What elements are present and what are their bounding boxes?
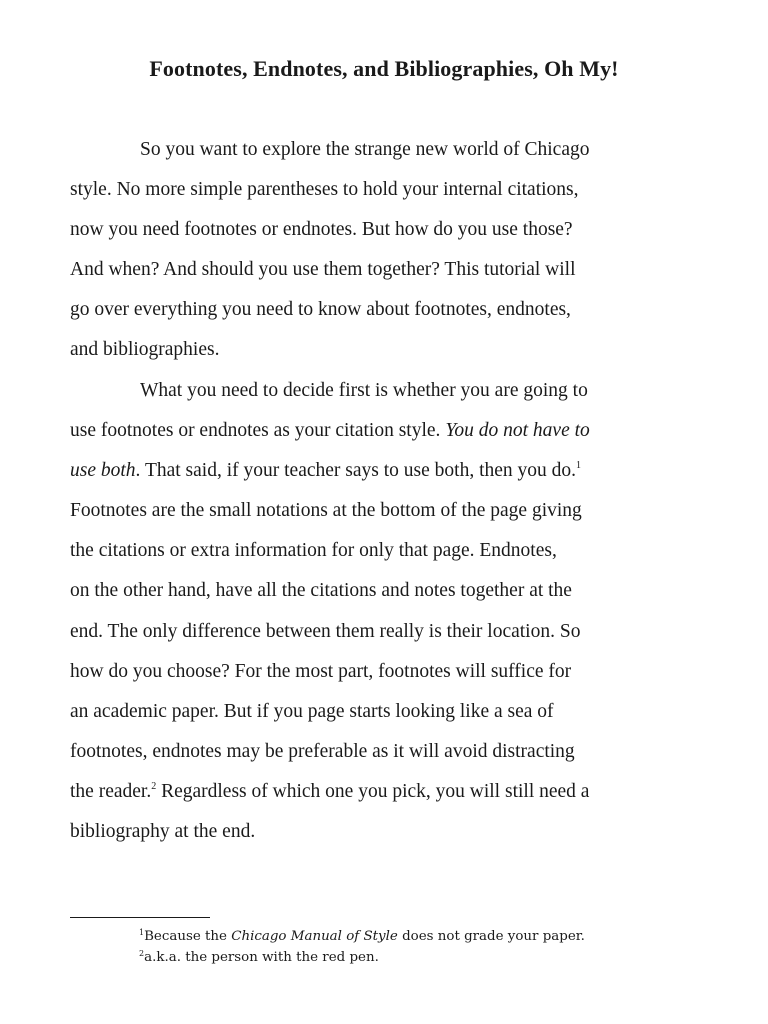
text-line: and bibliographies. (70, 339, 220, 361)
footnote-reference[interactable]: 2 (151, 780, 157, 792)
text-line: an academic paper. But if you page starts looking like a sea of (70, 700, 554, 722)
emphasis-text: use both (70, 460, 136, 482)
text-line: What you need to decide first is whether you are going to (140, 380, 588, 401)
text-run: use footnotes or endnotes as your citation style. (70, 420, 446, 442)
footnote-reference[interactable]: 1 (576, 460, 582, 472)
footnote-text: a.k.a. the person with the red pen. (144, 950, 379, 965)
text-line (70, 411, 710, 451)
footnotes-section (139, 926, 739, 968)
footnote-number: 1 (139, 928, 145, 937)
text-line (70, 772, 710, 812)
footnote-item (139, 947, 739, 968)
text-line: bibliography at the end. (70, 821, 256, 843)
document-title: Footnotes, Endnotes, and Bibliographies, Oh My! (149, 56, 619, 81)
text-line: go over everything you need to know about footnotes, endnotes, (70, 299, 571, 321)
text-run: . That said, if your teacher says to use both, then you do. (135, 460, 577, 482)
text-run: Regardless of which one you pick, you will still need a (156, 780, 590, 802)
footnote-title-italic: Chicago Manual of Style (231, 929, 398, 944)
text-line: now you need footnotes or endnotes. But how do you use those? (70, 219, 573, 241)
text-run: the reader. (70, 780, 152, 802)
text-line: end. The only difference between them really is their location. So (70, 620, 581, 642)
text-line: the citations or extra information for only that page. Endnotes, (70, 540, 557, 562)
footnote-separator (70, 917, 210, 918)
text-line: footnotes, endnotes may be preferable as it will avoid distracting (70, 740, 575, 762)
paragraph-choice (70, 371, 710, 852)
footnote-item (139, 926, 739, 947)
text-line (70, 451, 710, 491)
text-line: And when? And should you use them together? This tutorial will (70, 259, 576, 281)
emphasis-text: You do not have to (445, 420, 590, 442)
text-line: on the other hand, have all the citations and notes together at the (70, 580, 572, 602)
footnote-number: 2 (139, 949, 145, 958)
paragraph-intro (70, 130, 710, 371)
text-line: Footnotes are the small notations at the bottom of the page giving (70, 500, 582, 522)
footnote-text: Because the (144, 929, 232, 944)
text-line: style. No more simple parentheses to hold your internal citations, (70, 179, 579, 201)
footnote-text: does not grade your paper. (397, 929, 585, 944)
text-line: how do you choose? For the most part, footnotes will suffice for (70, 660, 572, 682)
text-line: So you want to explore the strange new world of Chicago (140, 139, 590, 160)
